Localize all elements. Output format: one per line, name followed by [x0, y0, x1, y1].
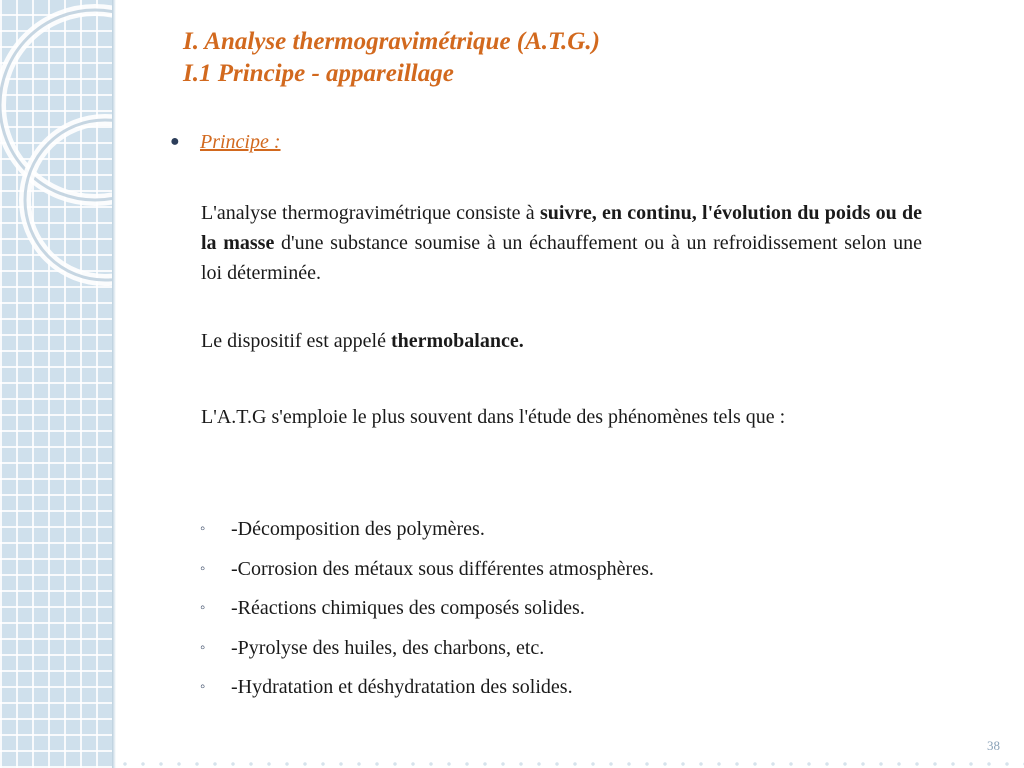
circle-bullet-icon: ◦ — [200, 600, 206, 617]
list-item-text: -Corrosion des métaux sous différentes atmosphères. — [231, 557, 654, 580]
list-item-text: -Décomposition des polymères. — [231, 518, 485, 541]
page-number: 38 — [987, 738, 1000, 753]
p1-text-bold: suivre, en continu, l'évolution du poids ou de la masse — [201, 202, 922, 254]
paragraph-definition — [201, 198, 922, 288]
bullet-dot-icon: ● — [170, 133, 180, 150]
circle-decoration — [0, 0, 112, 330]
list-item — [200, 668, 920, 708]
circle-bullet-icon: ◦ — [200, 679, 206, 696]
paragraph-device — [201, 326, 922, 356]
list-item — [200, 629, 920, 669]
circle-bullet-icon: ◦ — [200, 521, 206, 538]
p2-text-bold: thermobalance. — [390, 330, 524, 352]
list-item-text: -Hydratation et déshydratation des solides. — [231, 676, 573, 699]
title-line-1: I. Analyse thermogravimétrique (A.T.G.) — [183, 28, 600, 55]
principe-bullet — [170, 126, 922, 158]
principe-label: Principe : — [200, 130, 281, 153]
p1-text-b: d'une substance soumise à un échauffement ou à un refroidissement selon une loi déterminée. — [201, 232, 922, 284]
list-item-text: -Réactions chimiques des composés solides. — [231, 597, 585, 620]
list-item — [200, 589, 920, 629]
paragraph-usage: L'A.T.G s'emploie le plus souvent dans l'étude des phénomènes tels que : — [201, 406, 786, 428]
bottom-dot-border — [116, 760, 1024, 768]
circle-bullet-icon: ◦ — [200, 560, 206, 577]
phenomena-list — [200, 510, 920, 708]
sidebar-grid-decoration — [0, 0, 112, 768]
circle-bullet-icon: ◦ — [200, 639, 206, 656]
list-item-text: -Pyrolyse des huiles, des charbons, etc. — [231, 636, 545, 659]
p2-text-a: Le dispositif est appelé — [201, 330, 391, 352]
slide-content — [170, 126, 922, 699]
list-item — [200, 510, 920, 550]
sidebar-edge — [112, 0, 116, 768]
slide-title — [183, 26, 983, 90]
p1-text-a: L'analyse thermogravimétrique consiste à — [201, 202, 540, 224]
list-item — [200, 550, 920, 590]
title-line-2: I.1 Principe - appareillage — [183, 60, 454, 87]
